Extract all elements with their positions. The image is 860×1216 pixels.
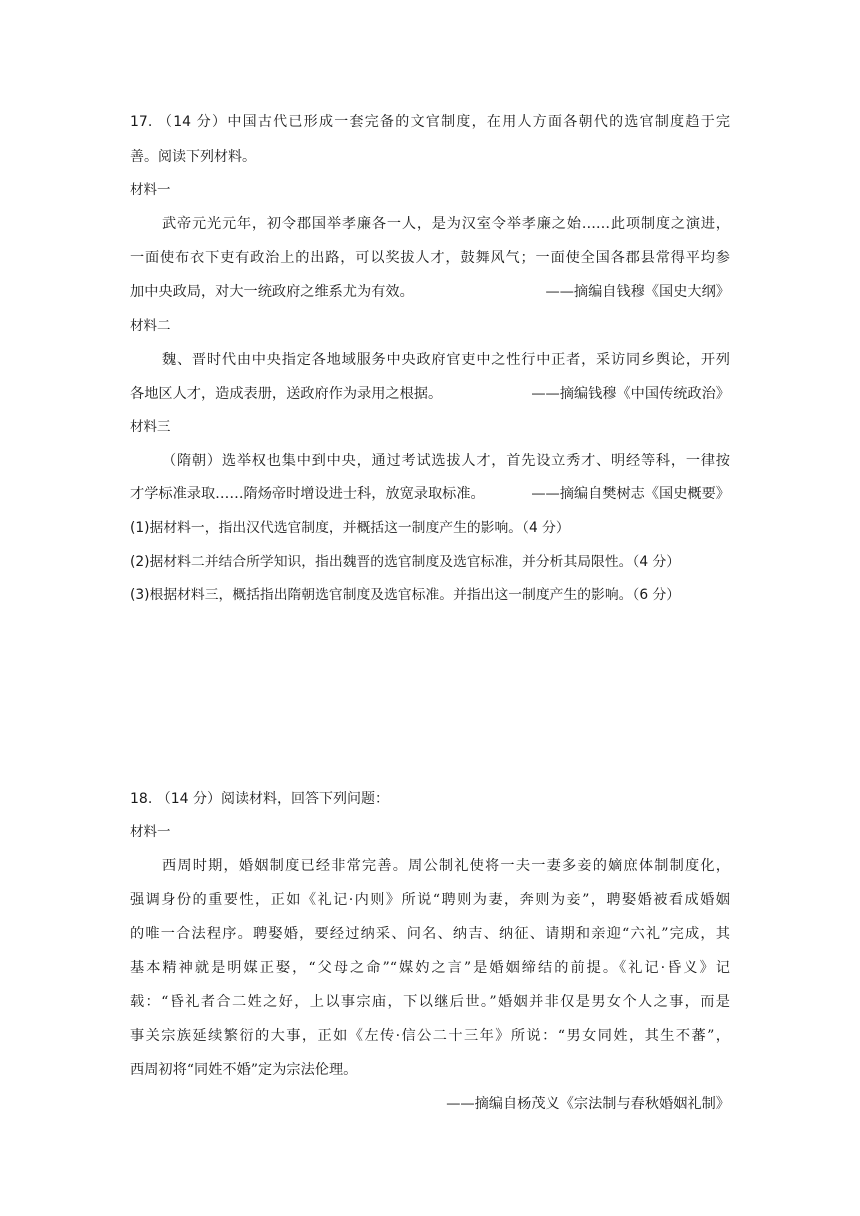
- q18-material-1-line6: 事关宗族延续繁衍的大事，正如《左传·信公二十三年》所说：“男女同姓，其生不蕃”，: [130, 1028, 730, 1044]
- material-3-label: 材料三: [130, 419, 171, 435]
- question-17-stem-line1: 17. （14 分）中国古代已形成一套完备的文官制度，在用人方面各朝代的选官制度趋于完: [130, 114, 730, 130]
- sub-question-1: (1)据材料一，指出汉代选官制度，并概括这一制度产生的影响。（4 分）: [130, 520, 570, 536]
- question-18-stem: 18. （14 分）阅读材料，回答下列问题：: [130, 791, 389, 807]
- material-2-line1: 魏、晋时代由中央指定各地域服务中央政府官吏中之性行中正者，采访同乡舆论，开列: [162, 352, 730, 368]
- material-1-line2: 一面使布衣下吏有政治上的出路，可以奖拔人才，鼓舞风气；一面使全国各郡县常得平均参: [130, 250, 730, 266]
- material-2-line2: 各地区人才，造成表册，送政府作为录用之根据。: [130, 386, 443, 402]
- material-2-label: 材料二: [130, 318, 171, 334]
- material-1-source: ——摘编自钱穆《国史大纲》: [545, 284, 730, 300]
- material-3-line1: （隋朝）选举权也集中到中央，通过考试选拔人才，首先设立秀才、明经等科，一律按: [162, 453, 730, 469]
- q18-material-1-label: 材料一: [130, 824, 171, 840]
- material-3-source: ——摘编自樊树志《国史概要》: [531, 486, 730, 502]
- q18-material-1-line7: 西周初将“同姓不婚”定为宗法伦理。: [130, 1062, 358, 1078]
- q18-material-1-source: ——摘编自杨茂义《宗法制与春秋婚姻礼制》: [446, 1096, 730, 1112]
- material-1-label: 材料一: [130, 182, 171, 198]
- sub-question-2: (2)据材料二并结合所学知识，指出魏晋的选官制度及选官标准，并分析其局限性。（4 分）: [130, 554, 681, 570]
- q18-material-1-line5: 载：“昏礼者合二姓之好，上以事宗庙，下以继后世。”婚姻并非仅是男女个人之事，而是: [130, 994, 730, 1010]
- material-1-line1: 武帝元光元年，初令郡国举孝廉各一人，是为汉室令举孝廉之始……此项制度之演进，: [162, 216, 730, 232]
- q18-material-1-line3: 的唯一合法程序。聘娶婚，要经过纳采、问名、纳吉、纳征、请期和亲迎“六礼”完成，其: [130, 926, 730, 942]
- q18-material-1-line2: 强调身份的重要性，正如《礼记·内则》所说“聘则为妻，奔则为妾”，聘娶婚被看成婚姻: [130, 892, 730, 908]
- sub-question-3: (3)根据材料三，概括指出隋朝选官制度及选官标准。并指出这一制度产生的影响。（6 分）: [130, 587, 681, 603]
- q18-material-1-line4: 基本精神就是明媒正娶，“父母之命”“媒妁之言”是婚姻缔结的前提。《礼记·昏义》记: [130, 960, 730, 976]
- question-17-stem-line2: 善。阅读下列材料。: [130, 149, 256, 165]
- material-3-line2: 才学标准录取……隋炀帝时增设进士科，放宽录取标准。: [130, 486, 485, 502]
- q18-material-1-line1: 西周时期，婚姻制度已经非常完善。周公制礼使将一夫一妻多妾的嫡庶体制制度化，: [162, 858, 730, 874]
- material-2-source: ——摘编钱穆《中国传统政治》: [531, 386, 730, 402]
- material-1-line3: 加中央政局，对大一统政府之维系尤为有效。: [130, 284, 414, 300]
